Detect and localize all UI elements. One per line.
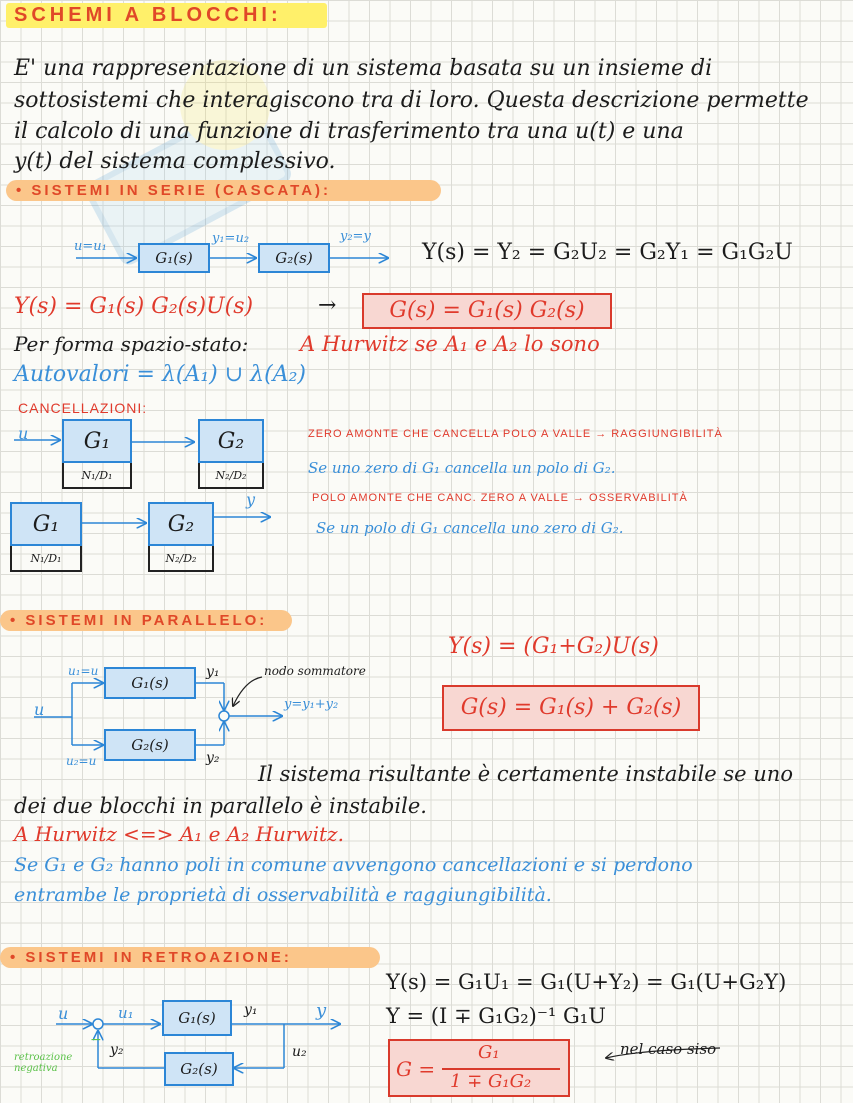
cancellation-note-2: Se uno zero di G₁ cancella un polo di G₂.	[308, 459, 616, 477]
retro-u2-label: u₂	[292, 1044, 307, 1060]
retro-y1-label: y₁	[244, 1002, 258, 1018]
spazio-stato-label: Per forma spazio-stato:	[14, 332, 249, 356]
cancellation-note-3: POLO AMONTE CHE CANC. ZERO A VALLE → OSSERVABILITÀ	[312, 492, 688, 504]
retro-equation-2: Y = (I ∓ G₁G₂)⁻¹ G₁U	[386, 1004, 606, 1028]
canc1-block-g1: G₁	[62, 419, 132, 463]
retro-y2-label: y₂	[110, 1042, 124, 1058]
canc2-fraction-2: N₂/D₂	[148, 546, 214, 572]
canc1-input-label: u	[18, 424, 29, 443]
serie-block-g2: G₂(s)	[258, 243, 330, 273]
parallelo-y1-label: y₁	[206, 664, 220, 680]
serie-result-box	[362, 293, 612, 329]
canc2-fraction-1: N₁/D₁	[10, 546, 82, 572]
autovalori-line: Autovalori = λ(A₁) ∪ λ(A₂)	[14, 362, 306, 387]
parallelo-u1-label: u₁=u	[68, 664, 99, 678]
retro-output-label: y	[316, 1000, 327, 1021]
nel-caso-siso-label: nel caso siso	[620, 1040, 717, 1058]
section-heading-parallelo: • SISTEMI IN PARALLELO:	[0, 610, 292, 631]
serie-mid-label: y₁=u₂	[212, 231, 250, 246]
canc1-fraction-1: N₁/D₁	[62, 463, 132, 489]
canc1-block-g2: G₂	[198, 419, 264, 463]
intro-line-1: E' una rappresentazione di un sistema basata su un insieme di	[14, 56, 713, 81]
retro-input-label: u	[58, 1004, 69, 1023]
parallelo-y2-label: y₂	[206, 750, 220, 766]
parallelo-output-label: y=y₁+y₂	[284, 697, 339, 712]
parallelo-equation-1: Y(s) = (G₁+G₂)U(s)	[448, 634, 659, 659]
intro-line-3: il calcolo di una funzione di trasferimento tra una u(t) e una	[14, 119, 684, 144]
parallelo-result-formula: G(s) = G₁(s) + G₂(s)	[460, 695, 682, 720]
cancellation-note-1: ZERO AMONTE CHE CANCELLA POLO A VALLE → RAGGIUNGIBILITÀ	[308, 428, 723, 440]
cancellation-note-4: Se un polo di G₁ cancella uno zero di G₂.	[316, 519, 624, 537]
serie-block-g1: G₁(s)	[138, 243, 210, 273]
canc2-block-g1: G₁	[10, 502, 82, 546]
spazio-stato-condition: A Hurwitz se A₁ e A₂ lo sono	[300, 332, 600, 356]
retroazione-negativa-label: retroazione negativa	[14, 1052, 73, 1074]
retro-equation-1: Y(s) = G₁U₁ = G₁(U+Y₂) = G₁(U+G₂Y)	[386, 970, 787, 994]
serie-equation-1: Y(s) = Y₂ = G₂U₂ = G₂Y₁ = G₁G₂U	[422, 240, 793, 265]
parallelo-block-g1: G₁(s)	[104, 667, 196, 699]
serie-arrow: →	[318, 293, 337, 318]
serie-equation-2: Y(s) = G₁(s) G₂(s)U(s)	[14, 294, 254, 319]
retro-g-lhs: G =	[396, 1057, 436, 1081]
canc1-fraction-2: N₂/D₂	[198, 463, 264, 489]
canc2-block-g2: G₂	[148, 502, 214, 546]
section-heading-retroazione: • SISTEMI IN RETROAZIONE:	[0, 947, 380, 968]
parallelo-block-g2: G₂(s)	[104, 729, 196, 761]
serie-output-label: y₂=y	[340, 229, 371, 244]
nodo-sommatore-label: nodo sommatore	[264, 664, 366, 678]
parallelo-input-label: u	[34, 700, 45, 719]
parallelo-text-1: Il sistema risultante è certamente instabile se uno	[258, 762, 793, 786]
parallelo-hurwitz: A Hurwitz <=> A₁ e A₂ Hurwitz.	[14, 822, 344, 846]
page-title: SCHEMI A BLOCCHI:	[6, 3, 327, 28]
canc2-output-label: y	[246, 490, 256, 509]
retro-u1-label: u₁	[118, 1004, 134, 1022]
intro-line-2: sottosistemi che interagiscono tra di loro. Questa descrizione permette	[14, 88, 809, 113]
serie-input-label: u=u₁	[74, 239, 107, 254]
intro-line-4: y(t) del sistema complessivo.	[14, 149, 336, 174]
retro-fraction-denominator: 1 ∓ G₁G₂	[450, 1071, 532, 1092]
section-heading-serie: • SISTEMI IN SERIE (CASCATA):	[6, 180, 441, 201]
retro-minus-sign: −	[90, 1032, 102, 1048]
cancellazioni-label: CANCELLAZIONI:	[18, 400, 148, 416]
parallelo-blue-1: Se G₁ e G₂ hanno poli in comune avvengono cancellazioni e si perdono	[14, 854, 693, 876]
retro-block-g1: G₁(s)	[162, 1000, 232, 1036]
parallelo-blue-2: entrambe le proprietà di osservabilità e raggiungibilità.	[14, 884, 552, 906]
serie-result-formula: G(s) = G₁(s) G₂(s)	[389, 298, 585, 323]
parallelo-result-box	[442, 685, 700, 731]
retro-fraction-bar	[442, 1068, 560, 1070]
parallelo-text-2: dei due blocchi in parallelo è instabile.	[14, 794, 427, 818]
retro-fraction-numerator: G₁	[478, 1042, 500, 1063]
retro-result-box	[388, 1039, 570, 1097]
parallelo-u2-label: u₂=u	[66, 754, 97, 768]
retro-block-g2: G₂(s)	[164, 1052, 234, 1086]
